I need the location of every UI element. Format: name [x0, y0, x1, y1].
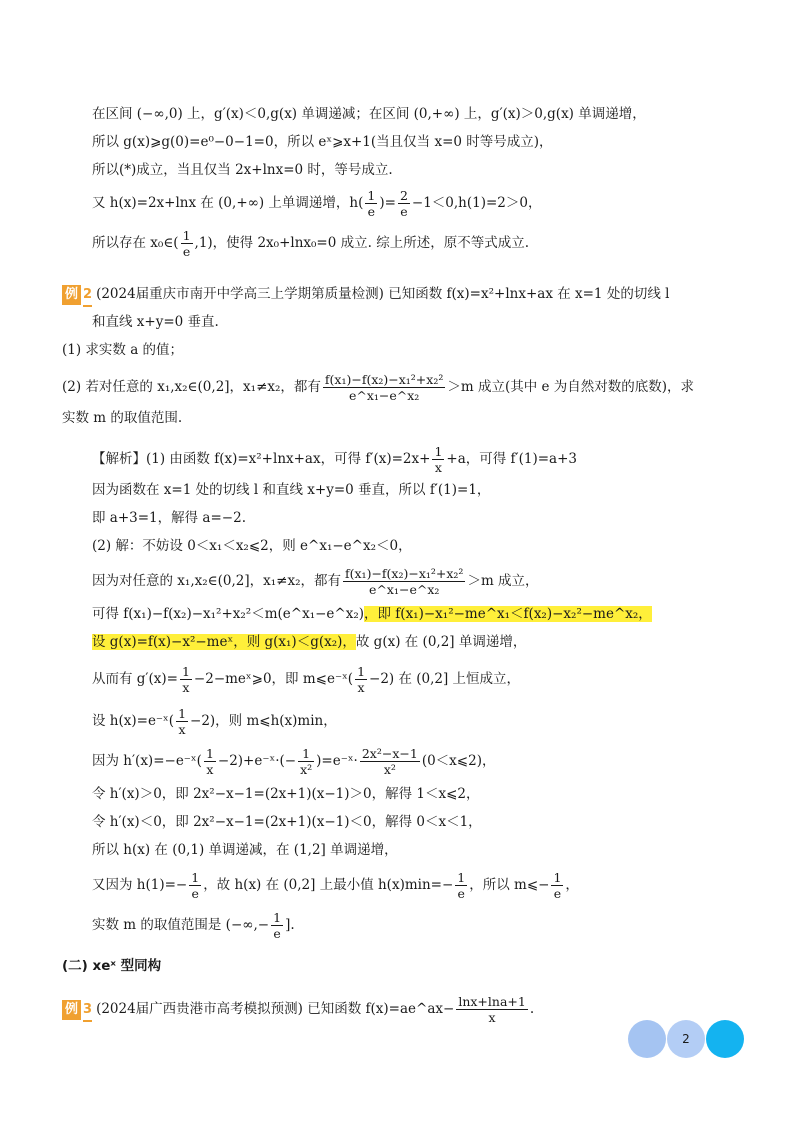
- text: ,1)，使得 2x₀+lnx₀=0 成立. 综上所述，原不等式成立.: [194, 235, 529, 251]
- text-line: [92, 566, 539, 597]
- text: )=: [379, 195, 396, 211]
- text-line: 所以(*)成立，当且仅当 2x+lnx=0 时，等号成立.: [92, 162, 393, 178]
- question-2: [62, 372, 694, 403]
- text-line: [92, 870, 579, 901]
- text-line: [92, 746, 495, 777]
- fraction: $\frac{1}{e}$: [553, 870, 562, 901]
- fraction: $\frac{1}{x}$: [205, 746, 214, 777]
- text-line: 令 h′(x)＜0，即 2x²−x−1=(2x+1)(x−1)＜0，解得 0＜x＜1，: [92, 814, 482, 830]
- text-line: [92, 664, 520, 695]
- example-3-title: [62, 994, 534, 1025]
- text-line: 即 a+3=1，解得 a=−2.: [92, 510, 246, 526]
- text-line: 因为函数在 x=1 处的切线 l 和直线 x+y=0 垂直，所以 f′(1)=1，: [92, 482, 491, 498]
- fraction: $\frac{1}{e}$: [367, 188, 376, 219]
- fraction: $\frac{1}{e}$: [457, 870, 466, 901]
- text-line: [92, 188, 541, 219]
- fraction: $\frac{1}{x}$: [181, 664, 190, 695]
- page-number-badge: [628, 1020, 744, 1058]
- text: (2024届重庆市南开中学高三上学期第质量检测) 已知函数 f(x)=x²+lnx+ax 在 x=1 处的切线 l: [96, 286, 670, 302]
- text-line: 所以 g(x)⩾g(0)=e⁰−0−1=0，所以 eˣ⩾x+1(当且仅当 x=0 时等号成立)，: [92, 134, 553, 150]
- fraction: $\frac{1}{x}$: [357, 664, 366, 695]
- text: ，故 h(x) 在 (0,2] 上最小值 h(x)min=−: [203, 877, 454, 893]
- text: ].: [285, 917, 295, 933]
- text: ，: [565, 877, 579, 893]
- text: ，所以 m⩽−: [469, 877, 550, 893]
- fraction: $\frac{1}{e}$: [273, 910, 282, 941]
- text-line: [92, 228, 529, 259]
- text: −2−meˣ⩾0，即 m⩽e⁻ˣ(: [193, 671, 354, 687]
- text-line: 在区间 (−∞,0) 上，g′(x)＜0,g(x) 单调递减；在区间 (0,+∞) 上，g′(x)＞0,g(x) 单调递增，: [92, 106, 646, 122]
- text: (2024届广西贵港市高考模拟预测) 已知函数 f(x)=ae^ax−: [96, 1001, 455, 1017]
- fraction: $\frac{\text{f(x₁)−f(x₂)−x₁²+x₂²}}{\text{e\textasciicircum{}x₁−e\textasciicircum{}x₂}}$: [345, 566, 464, 597]
- question-1: (1) 求实数 a 的值；: [62, 342, 184, 358]
- example-label: 例: [62, 285, 81, 305]
- text: −2) 在 (0,2] 上恒成立，: [369, 671, 521, 687]
- text-line: 实数 m 的取值范围.: [62, 410, 183, 426]
- page-number: 2: [682, 1032, 690, 1046]
- text: 从而有 g′(x)=: [92, 671, 178, 687]
- text: −1＜0,h(1)=2＞0，: [411, 195, 542, 211]
- fraction: $\frac{1}{x}$: [434, 444, 443, 475]
- text: +a，可得 f′(1)=a+3: [446, 451, 577, 467]
- fraction: $\frac{\text{2x²−x−1}}{\text{x²}}$: [361, 746, 418, 777]
- fraction: $\frac{2}{e}$: [399, 188, 408, 219]
- highlighted-text: 设 g(x)=f(x)−x²−meˣ，则 g(x₁)＜g(x₂)，: [92, 634, 356, 650]
- example-2-title: [62, 284, 669, 307]
- text: 所以存在 x₀∈(: [92, 235, 179, 251]
- section-heading: (二) xeˣ 型同构: [62, 958, 162, 974]
- decor-circle: [706, 1020, 744, 1058]
- text: 设 h(x)=e⁻ˣ(: [92, 713, 175, 729]
- fraction: $\frac{1}{e}$: [182, 228, 191, 259]
- text: ＞m 成立，: [467, 573, 539, 589]
- example-number: 3: [83, 1000, 92, 1022]
- text: )=e⁻ˣ·: [316, 753, 358, 769]
- text: (0＜x⩽2)，: [421, 753, 496, 769]
- text: (2) 若对任意的 x₁,x₂∈(0,2]，x₁≠x₂，都有: [62, 379, 321, 395]
- fraction: $\frac{\ln x+\ln a+1}{x}$: [458, 994, 526, 1025]
- text: ＞m 成立(其中 e 为自然对数的底数)，求: [447, 379, 695, 395]
- text-line: (2) 解：不妨设 0＜x₁＜x₂⩽2，则 e^x₁−e^x₂＜0，: [92, 538, 412, 554]
- example-label: 例: [62, 1000, 81, 1020]
- fraction: $\frac{1}{\text{x²}}$: [300, 746, 313, 777]
- fraction: $\frac{1}{x}$: [178, 706, 187, 737]
- text-line: [92, 632, 526, 652]
- text: 故 g(x) 在 (0,2] 单调递增，: [355, 634, 527, 650]
- text-line: 令 h′(x)＞0，即 2x²−x−1=(2x+1)(x−1)＞0，解得 1＜x⩽2，: [92, 786, 480, 802]
- fraction: $\frac{\text{f(x₁)−f(x₂)−x₁²+x₂²}}{\text{e\textasciicircum{}x₁−e\textasciicircum{}x₂}}$: [324, 372, 444, 403]
- text: 可得 f(x₁)−f(x₂)−x₁²+x₂²＜m(e^x₁−e^x₂): [92, 606, 365, 622]
- text: 【解析】(1) 由函数 f(x)=x²+lnx+ax，可得 f′(x)=2x+: [92, 451, 431, 467]
- highlighted-text: ，即 f(x₁)−x₁²−me^x₁＜f(x₂)−x₂²−me^x₂，: [364, 606, 652, 622]
- text-line: [92, 706, 337, 737]
- text: 又因为 h(1)=−: [92, 877, 188, 893]
- text-line: [92, 444, 577, 475]
- text: −2)+e⁻ˣ·(−: [217, 753, 297, 769]
- text-line: [92, 604, 652, 624]
- text: .: [529, 1001, 535, 1017]
- text: 因为对任意的 x₁,x₂∈(0,2]，x₁≠x₂，都有: [92, 573, 341, 589]
- text: 因为 h′(x)=−e⁻ˣ(: [92, 753, 202, 769]
- example-number: 2: [83, 285, 92, 307]
- text: −2)，则 m⩽h(x)min，: [190, 713, 337, 729]
- text-line: [92, 910, 295, 941]
- text-line: 和直线 x+y=0 垂直.: [92, 314, 219, 330]
- text: 实数 m 的取值范围是 (−∞,−: [92, 917, 270, 933]
- fraction: $\frac{1}{e}$: [191, 870, 200, 901]
- text: 又 h(x)=2x+lnx 在 (0,+∞) 上单调递增，h(: [92, 195, 364, 211]
- decor-circle: [628, 1020, 666, 1058]
- text-line: 所以 h(x) 在 (0,1) 单调递减，在 (1,2] 单调递增，: [92, 842, 398, 858]
